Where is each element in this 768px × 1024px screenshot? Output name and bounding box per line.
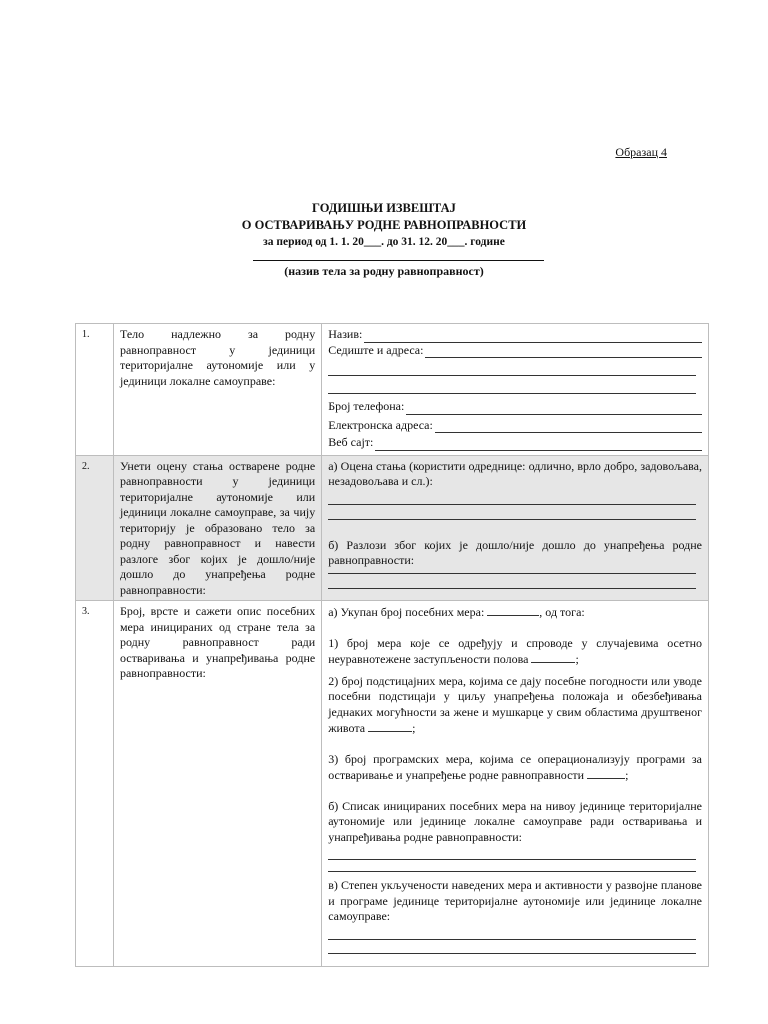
- body-contact-fields: [322, 324, 709, 456]
- row-label: Тело надлежно за родну равноправност у јединици територијалне аутономије или у јединици локалне самоуправе:: [113, 324, 321, 456]
- table-row-1: [76, 324, 709, 456]
- measures-item-1: 1) број мера које се одређују и спроводе у случајевима осетно неуравнотежене заступљености полова ;: [328, 635, 702, 666]
- assessment-a-line-1[interactable]: [328, 490, 696, 505]
- measures-list-line-1[interactable]: [328, 845, 696, 860]
- table-row-2: [76, 455, 709, 601]
- seat-address-line-2[interactable]: [328, 361, 696, 376]
- report-title: ГОДИШЊИ ИЗВЕШТАЈ: [312, 201, 456, 215]
- report-table: [75, 323, 709, 967]
- name-field[interactable]: Назив:: [328, 327, 702, 343]
- measures-total-blank[interactable]: [487, 604, 539, 616]
- assessment-a-line-2[interactable]: [328, 505, 696, 520]
- seat-address-field[interactable]: Седиште и адреса:: [328, 343, 702, 359]
- measures-total: а) Укупан број посебних мера: , од тога:: [328, 605, 585, 619]
- assessment-a-text: а) Оцена стања (користити одреднице: одлично, врло добро, задовољава, незадовољава и сл.):: [328, 458, 702, 488]
- phone-field[interactable]: Број телефона:: [328, 399, 702, 415]
- row-number: 1.: [76, 324, 114, 456]
- row-label: Број, врсте и сажети опис посебних мера иницираних од стране тела за родну равноправност ради остваривања и унапређивања родне равноправности:: [113, 601, 321, 967]
- inclusion-line-2[interactable]: [328, 940, 696, 954]
- form-number: Образац 4: [615, 145, 667, 159]
- body-name-line[interactable]: [253, 260, 544, 261]
- inclusion-line-1[interactable]: [328, 925, 696, 940]
- table-row-3: [76, 601, 709, 967]
- assessment-b-line-2[interactable]: [328, 574, 696, 589]
- website-field[interactable]: Веб сајт:: [328, 435, 702, 451]
- inclusion-degree-text: в) Степен укључености наведених мера и активности у развојне планове и програме јединице територијалне аутономије или јединице локалне самоуправе:: [328, 878, 702, 923]
- report-period: за период од 1. 1. 20___. до 31. 12. 20___. године: [263, 236, 505, 248]
- report-header: [0, 200, 768, 251]
- measures-list-text: б) Списак иницираних посебних мера на нивоу јединице територијалне аутономије или јединице локалне самоуправе ради остваривања и унапређивања родне равноправности:: [328, 798, 702, 844]
- row-number: 3.: [76, 601, 114, 967]
- row-number: 2.: [76, 455, 114, 601]
- measures-list-line-2[interactable]: [328, 860, 696, 872]
- special-measures-fields: [322, 601, 709, 967]
- report-subtitle: О ОСТВАРИВАЊУ РОДНЕ РАВНОПРАВНОСТИ: [241, 218, 527, 232]
- body-name-caption: (назив тела за родну равноправност): [284, 264, 484, 278]
- email-field[interactable]: Електронска адреса:: [328, 418, 702, 434]
- measures-item-3: 3) број програмских мера, којима се операционализују програми за остваривање и унапређење родне равноправности ;: [328, 751, 702, 782]
- measures-item-1-blank[interactable]: [531, 651, 575, 663]
- measures-item-2: 2) број подстицајних мера, којима се дају посебне погодности или уводе посебни подстицаји у циљу унапређења положаја и обезбеђивања једнаких могућности за жене и мушкарце у свим областима друштвеног живота ;: [328, 673, 702, 735]
- seat-address-line-3[interactable]: [328, 379, 696, 394]
- measures-item-3-blank[interactable]: [587, 767, 625, 779]
- row-label: Унети оцену стања остварене родне равноправности у јединици територијалне аутономије или јединици локалне самоуправе, за чију територију је образовано тело за родну равноправност и навести разлоге због којих је дошло/није дошло до унапређења родне равноправности:: [113, 455, 321, 601]
- measures-item-2-blank[interactable]: [368, 720, 412, 732]
- assessment-b-text: б) Разлози због којих је дошло/није дошло до унапређења родне равноправности:: [328, 537, 702, 567]
- assessment-fields: [322, 455, 709, 601]
